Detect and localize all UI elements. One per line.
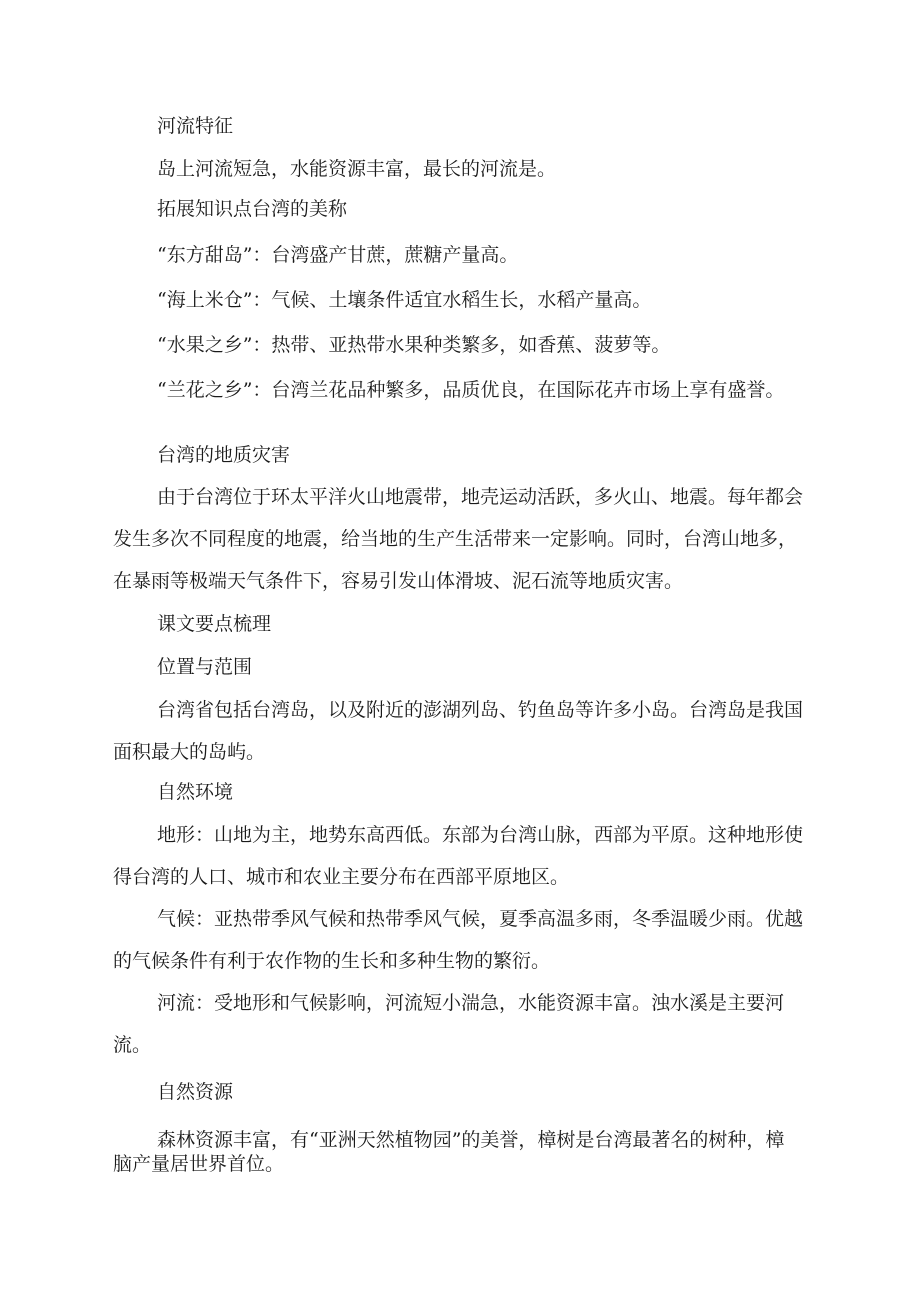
- paragraph-forest-resources: 森林资源丰富，有“亚洲天然植物园”的美誉，樟树是台湾最著名的树种，樟脑产量居世界首位。: [113, 1129, 785, 1175]
- heading-geological-hazards: 台湾的地质灾害: [157, 444, 291, 466]
- paragraph-rivers: 河流：受地形和气候影响，河流短小湍急，水能资源丰富。浊水溪是主要河流。: [113, 992, 785, 1056]
- paragraph-nickname-fruit-land: “水果之乡”：热带、亚热带水果种类繁多，如香蕉、菠萝等。: [157, 334, 671, 356]
- heading-taiwan-nicknames: 拓展知识点台湾的美称: [157, 198, 348, 220]
- paragraph-climate: 气候：亚热带季风气候和热带季风气候，夏季高温多雨，冬季温暖少雨。优越的气候条件有利于农作物的生长和多种生物的繁衍。: [113, 908, 804, 972]
- heading-river-features: 河流特征: [157, 115, 234, 137]
- paragraph-nickname-sweet-island: “东方甜岛”：台湾盛产甘蔗，蔗糖产量高。: [157, 244, 519, 266]
- paragraph-location-scope: 台湾省包括台湾岛，以及附近的澎湖列岛、钓鱼岛等许多小岛。台湾岛是我国面积最大的岛屿。: [113, 699, 804, 763]
- paragraph-terrain: 地形：山地为主，地势东高西低。东部为台湾山脉，西部为平原。这种地形使得台湾的人口、城市和农业主要分布在西部平原地区。: [113, 824, 804, 888]
- heading-lesson-summary: 课文要点梳理: [157, 613, 272, 635]
- paragraph-nickname-rice-granary: “海上米仓”：气候、土壤条件适宜水稻生长，水稻产量高。: [157, 289, 652, 311]
- paragraph-river-summary: 岛上河流短急，水能资源丰富，最长的河流是。: [157, 158, 557, 180]
- heading-natural-resources: 自然资源: [157, 1081, 234, 1103]
- heading-natural-environment: 自然环境: [157, 781, 234, 803]
- heading-location-scope: 位置与范围: [157, 656, 253, 678]
- paragraph-geological-hazards: 由于台湾位于环太平洋火山地震带，地壳运动活跃，多火山、地震。每年都会发生多次不同程度的地震，给当地的生产生活带来一定影响。同时，台湾山地多，在暴雨等极端天气条件下，容易引发山体滑坡、泥石流等地质灾害。: [113, 486, 804, 592]
- paragraph-nickname-orchid-land: “兰花之乡”：台湾兰花品种繁多，品质优良，在国际花卉市场上享有盛誉。: [157, 379, 785, 401]
